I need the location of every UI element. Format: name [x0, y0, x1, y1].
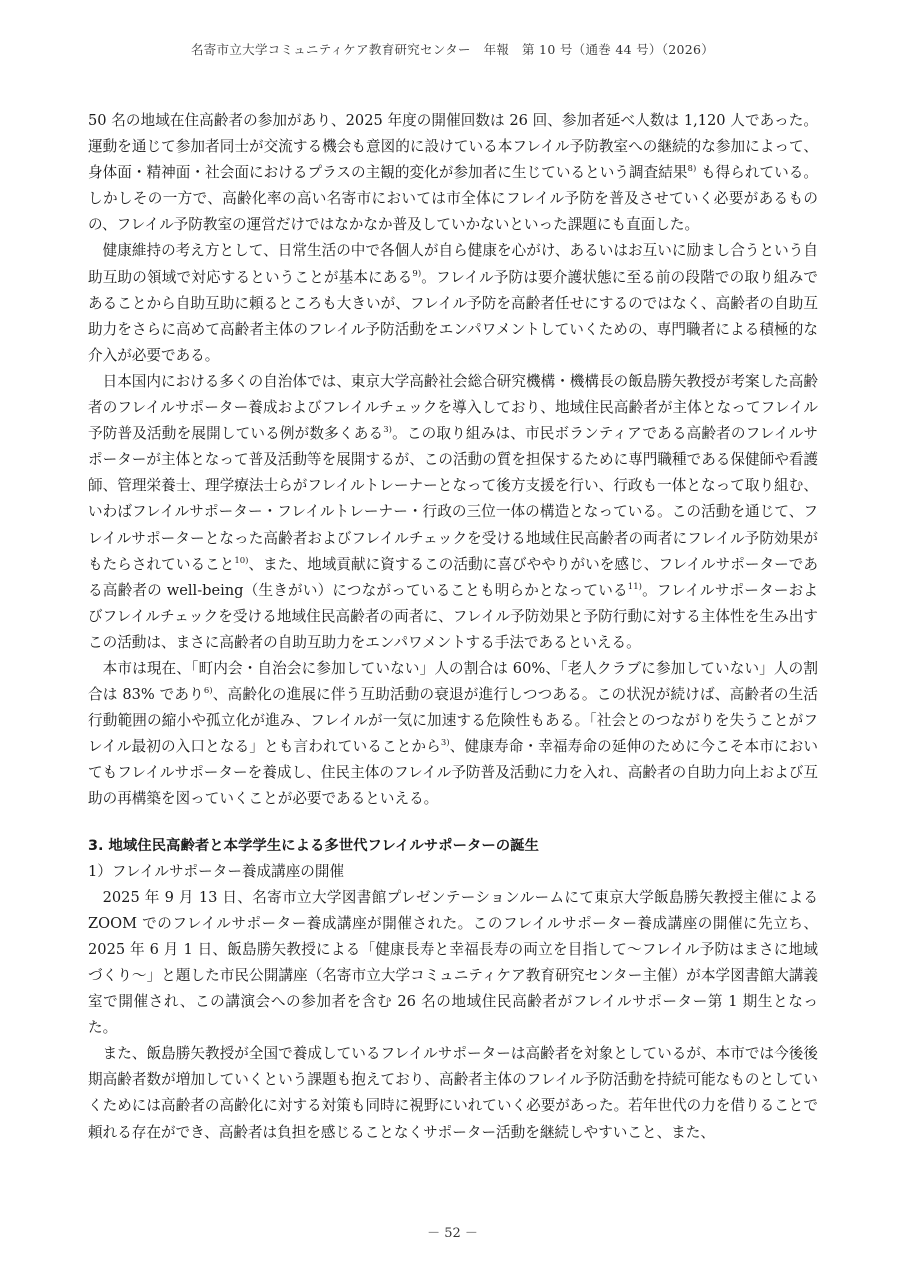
text-run: 、また、地域貢献に資するこの活動に喜びややりがいを感じ、フレイルサポーターである高齢者の well-being（生きがい）につながっていることも明らかとなっている	[88, 555, 818, 599]
text-run: 、健康寿命・幸福寿命の延伸のために今こそ本市においてもフレイルサポーターを養成し、住民主体のフレイル予防普及活動に力を入れ、高齢者の自助力向上および互助の再構築を図っていくことが必要であるといえる。	[88, 738, 818, 808]
paragraph	[88, 656, 818, 813]
section-title: 3. 地域住民高齢者と本学学生による多世代フレイルサポーターの誕生	[88, 837, 539, 854]
citation-marker: 3)	[440, 738, 450, 749]
subsection-title: 1）フレイルサポーター養成講座の開催	[88, 862, 345, 880]
text-run: 。フレイル予防は要介護状態に至る前の段階での取り組みであることから自助互助に頼るところも大きいが、フレイル予防を高齢者任せにするのではなく、高齢者の自助互助力をさらに高めて高齢者主体のフレイル予防活動をエンパワメントしていくための、専門職者による積極的な介入が必要である。	[88, 268, 818, 364]
text-run: 健康維持の考え方として、日常生活の中で各個人が自ら健康を心がけ、あるいはお互いに励まし合うという自助互助の領域で対応するということが基本にある	[88, 242, 818, 286]
text-run: 50 名の地域在住高齢者の参加があり、2025 年度の開催回数は 26 回、参加者延べ人数は 1,120 人であった。運動を通じて参加者同士が交流する機会も意図的に設けている本フレイル予防教室への継続的な参加によって、身体面・精神面・社会面におけるプラスの主観的変化が参加者に生じているという調査結果	[88, 112, 818, 182]
text-run: 本市は現在、「町内会・自治会に参加していない」人の割合は 60%、「老人クラブに参加していない」人の割合は 83% であり	[88, 659, 818, 704]
citation-marker: 3)	[383, 425, 392, 436]
text-run: 。この取り組みは、市民ボランティアである高齢者のフレイルサポーターが主体となって普及活動等を展開するが、この活動の質を担保するために専門職種である保健師や看護師、管理栄養士、理学療法士らがフレイルトレーナーとなって後方支援を行い、行政も一体となって取り組む、いわばフレイルサポーター・フレイルトレーナー・行政の三位一体の構造となっている。この活動を通じて、フレイルサポーターとなった高齢者およびフレイルチェックを受ける地域住民高齢者の両者にフレイル予防効果がもたらされていること	[88, 425, 818, 573]
paragraph	[88, 1041, 818, 1145]
paragraph	[88, 238, 818, 368]
citation-marker: 11)	[627, 581, 642, 592]
citation-marker: 9)	[412, 268, 422, 279]
paragraph	[88, 369, 818, 656]
text-run: 、高齢化の進展に伴う互助活動の衰退が進行しつつある。この状況が続けば、高齢者の生活行動範囲の縮小や孤立化が進み、フレイルが一気に加速する危険性もある。「社会とのつながりを失うことがフレイル最初の入口となる」とも言われていることから	[88, 686, 818, 756]
main-text	[88, 108, 818, 1146]
text-run: 。フレイルサポーターおよびフレイルチェックを受ける地域住民高齢者の両者に、フレイル予防効果と予防行動に対する主体性を生み出すこの活動は、まさに高齢者の自助互助力をエンパワメントする手法であるといえる。	[88, 581, 819, 651]
citation-marker: 8)	[687, 164, 697, 175]
text-run: 日本国内における多くの自治体では、東京大学高齢社会総合研究機構・機構長の飯島勝矢教授が考案した高齢者のフレイルサポーター養成およびフレイルチェックを導入しており、地域住民高齢者が主体となってフレイル予防普及活動を展開している例が数多くある	[88, 372, 818, 443]
page-number: － 52 －	[427, 1226, 478, 1241]
text-run: また、飯島勝矢教授が全国で養成しているフレイルサポーターは高齢者を対象としているが、本市では今後後期高齢者数が増加していくという課題も抱えており、高齢者主体のフレイル予防活動を持続可能なものとしていくためには高齢者の高齢化に対する対策も同時に視野にいれていく必要があった。若年世代の力を借りることで頼れる存在ができ、高齢者は負担を感じることなくサポーター活動を継続しやすいこと、また、	[88, 1045, 818, 1141]
citation-marker: 10)	[234, 555, 249, 566]
paragraph	[88, 108, 818, 238]
citation-marker: 6)	[203, 686, 213, 697]
running-header: 名寄市立大学コミュニティケア教育研究センター 年報 第 10 号（通巻 44 号）（2026）	[190, 42, 715, 57]
text-run: も得られている。しかしその一方で、高齢化率の高い名寄市においては市全体にフレイル予防を普及させていく必要があるものの、フレイル予防教室の運営だけではなかなか普及していかないといった課題にも直面した。	[88, 164, 818, 234]
text-run: 2025 年 9 月 13 日、名寄市立大学図書館プレゼンテーションルームにて東京大学飯島勝矢教授主催による ZOOM でのフレイルサポーター養成講座が開催された。このフレイルサポーター養成講座の開催に先立ち、2025 年 6 月 1 日、飯島勝矢教授による「健康長寿と幸福長寿の両立を目指して～フレイル予防はまさに地域づくり～」と題した市民公開講座（名寄市立大学コミュニティケア教育研究センター主催）が本学図書館大講義室で開催され、この講演会への参加者を含む 26 名の地域住民高齢者がフレイルサポーター第 1 期生となった。	[88, 888, 818, 1037]
paragraph	[88, 885, 818, 1042]
